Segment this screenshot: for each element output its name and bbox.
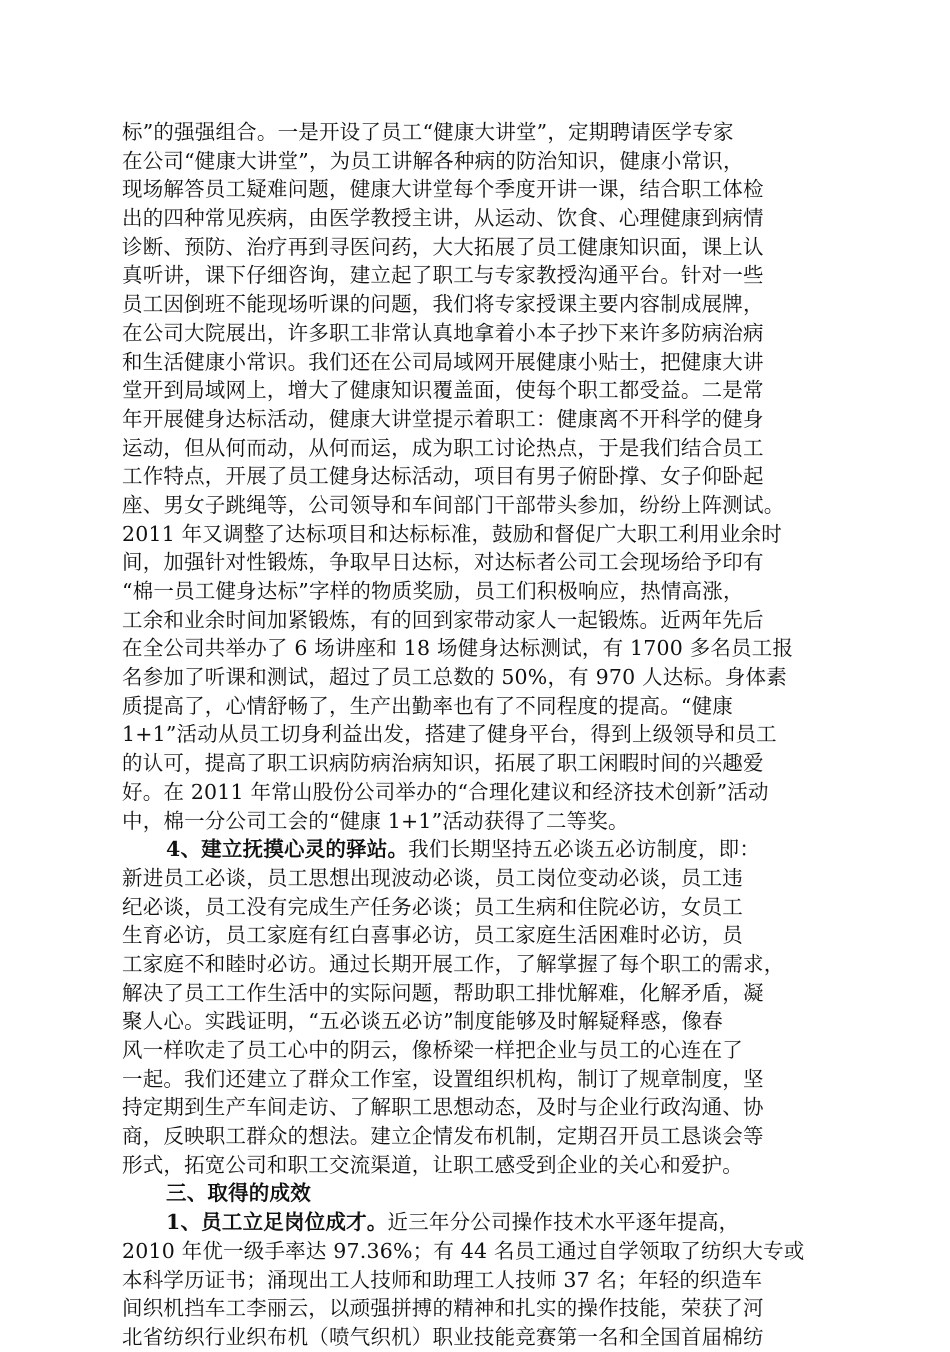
text-line: 中，棉一分公司工会的“健康 1+1”活动获得了二等奖。 bbox=[122, 808, 629, 833]
text-line: 工作特点，开展了员工健身达标活动，项目有男子俯卧撑、女子仰卧起 bbox=[122, 464, 764, 489]
text-line: 间，加强针对性锻炼，争取早日达标，对达标者公司工会现场给予印有 bbox=[122, 550, 764, 575]
text-line: 名参加了听课和测试，超过了员工总数的 50%，有 970 人达标。身体素 bbox=[122, 665, 787, 690]
section-3-1-lead: 近三年分公司操作技术水平逐年提高， bbox=[387, 1210, 740, 1235]
text-line: 新进员工必谈，员工思想出现波动必谈，员工岗位变动必谈，员工违 bbox=[122, 865, 743, 890]
section-3-heading: 三、取得的成效 bbox=[166, 1181, 311, 1206]
text-line: 好。在 2011 年常山股份公司举办的“合理化建议和经济技术创新”活动 bbox=[122, 779, 769, 804]
text-line: 一起。我们还建立了群众工作室，设置组织机构，制订了规章制度，坚 bbox=[122, 1066, 764, 1091]
paragraph-section-4 bbox=[122, 864, 834, 1180]
text-line: 年开展健身达标活动，健康大讲堂提示着职工：健康离不开科学的健身 bbox=[122, 406, 764, 431]
text-line: 在公司大院展出，许多职工非常认真地拿着小本子抄下来许多防病治病 bbox=[122, 320, 764, 345]
text-line: 间织机挡车工李丽云，以顽强拼搏的精神和扎实的操作技能，荣获了河 bbox=[122, 1296, 764, 1321]
text-line: 和生活健康小常识。我们还在公司局域网开展健康小贴士，把健康大讲 bbox=[122, 349, 764, 374]
text-line: 在公司“健康大讲堂”，为员工讲解各种病的防治知识，健康小常识， bbox=[122, 148, 744, 173]
section-4-first-line bbox=[122, 835, 834, 864]
text-line: 生育必访，员工家庭有红白喜事必访，员工家庭生活困难时必访，员 bbox=[122, 923, 743, 948]
text-line: 质提高了，心情舒畅了，生产出勤率也有了不同程度的提高。“健康 bbox=[122, 693, 733, 718]
section-3-1-first-line bbox=[122, 1208, 834, 1237]
text-line: 堂开到局域网上，增大了健康知识覆盖面，使每个职工都受益。二是常 bbox=[122, 378, 764, 403]
text-line: 持定期到生产车间走访、了解职工思想动态，及时与企业行政沟通、协 bbox=[122, 1095, 764, 1120]
text-line: 工家庭不和睦时必访。通过长期开展工作，了解掌握了每个职工的需求， bbox=[122, 951, 785, 976]
text-line: 商，反映职工群众的想法。建立企情发布机制，定期召开员工恳谈会等 bbox=[122, 1124, 764, 1149]
text-line: 形式，拓宽公司和职工交流渠道，让职工感受到企业的关心和爱护。 bbox=[122, 1152, 743, 1177]
section-4-title: 4、建立抚摸心灵的驿站。 bbox=[166, 837, 409, 862]
text-line: 2011 年又调整了达标项目和达标标准，鼓励和督促广大职工利用业余时 bbox=[122, 521, 782, 546]
text-line: 员工因倒班不能现场听课的问题，我们将专家授课主要内容制成展牌， bbox=[122, 292, 764, 317]
text-line: 纪必谈，员工没有完成生产任务必谈；员工生病和住院必访，女员工 bbox=[122, 894, 743, 919]
text-line: 现场解答员工疑难问题，健康大讲堂每个季度开讲一课，结合职工体检 bbox=[122, 177, 764, 202]
text-line: 标”的强强组合。一是开设了员工“健康大讲堂”，定期聘请医学专家 bbox=[122, 120, 734, 144]
text-line: 工余和业余时间加紧锻炼，有的回到家带动家人一起锻炼。近两年先后 bbox=[122, 607, 764, 632]
paragraph-health-activities bbox=[122, 118, 834, 835]
text-line: 真听讲，课下仔细咨询，建立起了职工与专家教授沟通平台。针对一些 bbox=[122, 263, 764, 288]
section-3-1-title: 1、员工立足岗位成才。 bbox=[166, 1210, 388, 1235]
paragraph-section-3-1 bbox=[122, 1237, 834, 1352]
text-line: 座、男女子跳绳等，公司领导和车间部门干部带头参加，纷纷上阵测试。 bbox=[122, 492, 785, 517]
text-line: 2010 年优一级手率达 97.36%；有 44 名员工通过自学领取了纺织大专或 bbox=[122, 1238, 805, 1263]
text-line: 1+1”活动从员工切身利益出发，搭建了健身平台，得到上级领导和员工 bbox=[122, 722, 777, 747]
text-line: “棉一员工健身达标”字样的物质奖励，员工们积极响应，热情高涨， bbox=[122, 579, 744, 603]
text-line: 在全公司共举办了 6 场讲座和 18 场健身达标测试，有 1700 多名员工报 bbox=[122, 636, 794, 661]
text-line: 本科学历证书；涌现出工人技师和助理工人技师 37 名；年轻的织造车 bbox=[122, 1267, 763, 1292]
text-line: 风一样吹走了员工心中的阴云，像桥梁一样把企业与员工的心连在了 bbox=[122, 1038, 743, 1062]
text-line: 的认可，提高了职工识病防病治病知识，拓展了职工闲暇时间的兴趣爱 bbox=[122, 751, 764, 776]
text-line: 出的四种常见疾病，由医学教授主讲，从运动、饮食、心理健康到病情 bbox=[122, 206, 764, 231]
text-line: 解决了员工工作生活中的实际问题，帮助职工排忧解难，化解矛盾，凝 bbox=[122, 980, 764, 1005]
document-page bbox=[122, 118, 834, 1352]
text-line: 运动，但从何而动，从何而运，成为职工讨论热点，于是我们结合员工 bbox=[122, 435, 764, 460]
text-line: 诊断、预防、治疗再到寻医问药，大大拓展了员工健康知识面，课上认 bbox=[122, 234, 764, 259]
section-4-lead: 我们长期坚持五必谈五必访制度，即： bbox=[408, 837, 761, 862]
text-line: 北省纺织行业织布机（喷气织机）职业技能竞赛第一名和全国首届棉纺 bbox=[122, 1324, 764, 1349]
text-line: 聚人心。实践证明，“五必谈五必访”制度能够及时解疑释惑，像春 bbox=[122, 1009, 723, 1034]
